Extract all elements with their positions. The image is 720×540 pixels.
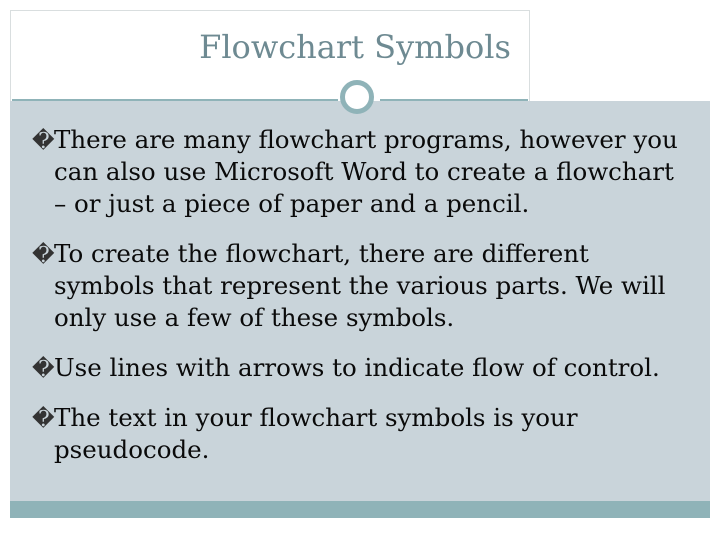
bullet-list	[32, 124, 692, 484]
bullet-text: The text in your flowchart symbols is your pseudocode.	[54, 403, 578, 464]
circle-ornament-icon	[340, 80, 374, 114]
bullet-marker-icon: �	[32, 243, 55, 268]
footer-band	[10, 501, 710, 518]
bullet-marker-icon: �	[32, 357, 55, 382]
slide-title: Flowchart Symbols	[199, 28, 511, 66]
bullet-text: There are many flowchart programs, however you can also use Microsoft Word to create a flowchart – or just a piece of paper and a pencil.	[54, 125, 678, 218]
bullet-marker-icon: �	[32, 129, 55, 154]
bullet-text: Use lines with arrows to indicate flow of control.	[54, 353, 660, 382]
bullet-item	[32, 238, 692, 334]
bullet-text: To create the flowchart, there are different symbols that represent the various parts. We will only use a few of these symbols.	[54, 239, 666, 332]
bullet-item	[32, 402, 692, 466]
title-divider-left	[12, 99, 338, 101]
bullet-item	[32, 124, 692, 220]
title-divider-right	[380, 99, 528, 101]
bullet-marker-icon: �	[32, 407, 55, 432]
bullet-item	[32, 352, 692, 384]
